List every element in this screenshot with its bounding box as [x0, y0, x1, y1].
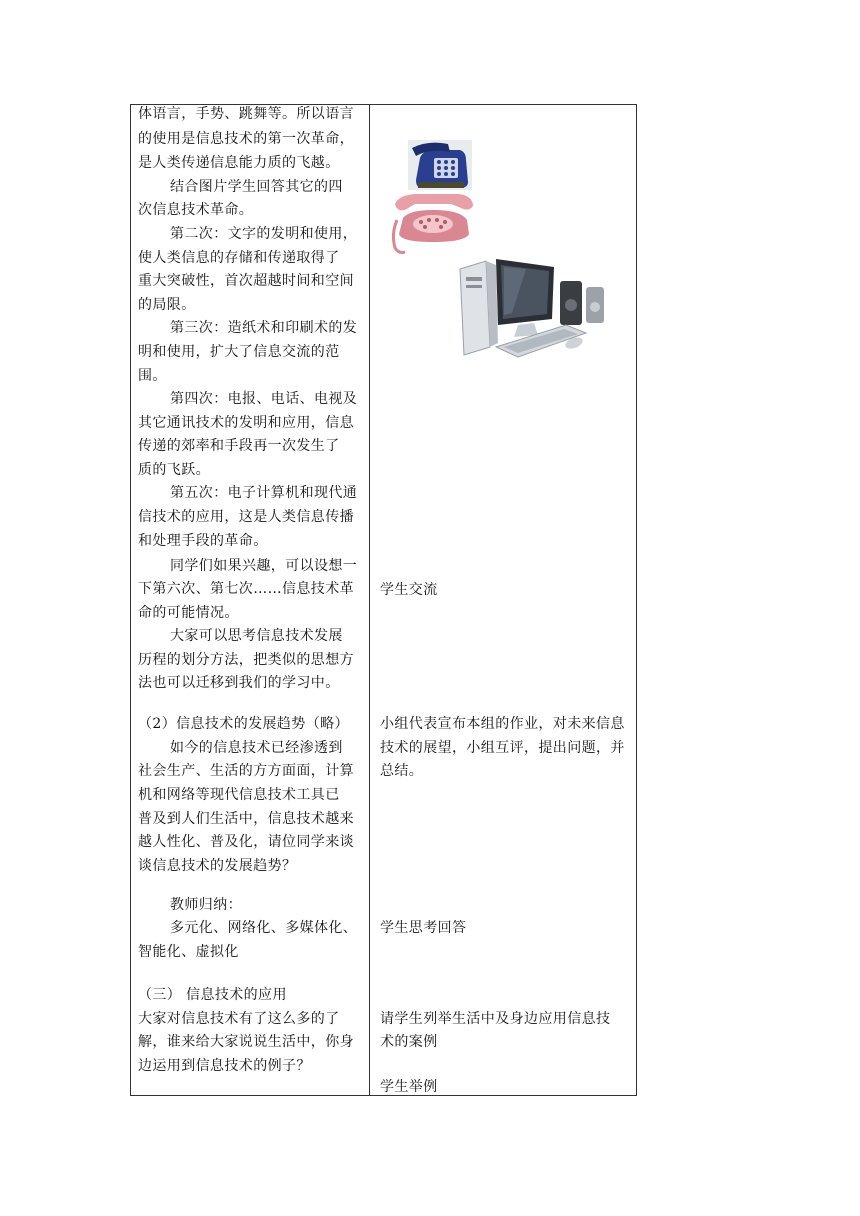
text-line: 下第六次、第七次……信息技术革	[138, 581, 354, 597]
text-line: 总结。	[380, 763, 424, 779]
text-line: 命的可能情况。	[138, 605, 239, 621]
text-line: 第五次：电子计算机和现代通	[170, 485, 358, 501]
text-line: 请学生列举生活中及身边应用信息技	[380, 1011, 611, 1027]
column-divider	[369, 105, 370, 1095]
text-line: 重大突破性，首次超越时间和空间	[138, 273, 354, 289]
text-line: 同学们如果兴趣，可以设想一	[170, 558, 358, 574]
text-line: 学生举例	[380, 1079, 438, 1095]
desktop-computer-image	[456, 255, 612, 360]
text-line: 传递的郊率和手段再一次发生了	[138, 438, 340, 454]
text-line: 小组代表宣布本组的作业，对未来信息	[380, 716, 625, 732]
text-line: 第三次：造纸术和印刷术的发	[170, 320, 358, 336]
text-line: 和处理手段的革命。	[138, 533, 268, 549]
text-line: 次信息技术革命。	[138, 202, 254, 218]
blue-telephone-image	[408, 140, 472, 194]
text-line: 第二次：文字的发明和使用，	[170, 226, 358, 242]
text-line: 历程的划分方法，把类似的思想方	[138, 652, 354, 668]
text-line: 教师归纳：	[170, 897, 242, 913]
text-line: 社会生产、生活的方方面面，计算	[138, 763, 354, 779]
text-line: 的使用是信息技术的第一次革命，	[138, 131, 354, 147]
text-line: 的局限。	[138, 297, 196, 313]
text-line: 多元化、网络化、多媒体化、	[170, 920, 358, 936]
text-line: 越人性化、普及化，请位同学来谈	[138, 834, 354, 850]
text-line: 是人类传递信息能力质的飞越。	[138, 155, 340, 171]
text-line: 解，谁来给大家说说生活中，你身	[138, 1034, 354, 1050]
text-line: 其它通讯技术的发明和应用，信息	[138, 415, 354, 431]
section-heading: （三） 信息技术的应用	[138, 987, 287, 1003]
text-line: 如今的信息技术已经渗透到	[170, 740, 343, 756]
text-line: 普及到人们生活中，信息技术越来	[138, 811, 354, 827]
text-line: 信技术的应用，这是人类信息传播	[138, 509, 354, 525]
text-line: 体语言，手势、跳舞等。所以语言	[138, 106, 354, 122]
text-line: 使人类信息的存储和传递取得了	[138, 250, 340, 266]
text-line: 技术的展望，小组互评，提出问题，并	[380, 740, 625, 756]
text-line: 大家可以思考信息技术发展	[170, 628, 343, 644]
text-line: 围。	[138, 368, 167, 384]
text-line: 术的案例	[380, 1034, 438, 1050]
text-line: 谈信息技术的发展趋势？	[138, 858, 297, 874]
text-line: 第四次：电报、电话、电视及	[170, 391, 358, 407]
text-line: 学生思考回答	[380, 920, 467, 936]
text-line: 法也可以迁移到我们的学习中。	[138, 675, 340, 691]
text-line: 质的飞跃。	[138, 462, 210, 478]
text-line: 机和网络等现代信息技术工具已	[138, 787, 340, 803]
text-line: 边运用到信息技术的例子？	[138, 1058, 311, 1074]
text-line: 结合图片学生回答其它的四	[170, 179, 343, 195]
text-line: 大家对信息技术有了这么多的了	[138, 1011, 340, 1027]
text-line: 明和使用，扩大了信息交流的范	[138, 344, 340, 360]
pink-telephone-image	[389, 190, 477, 258]
text-line: 学生交流	[380, 582, 438, 598]
text-line: 智能化、虚拟化	[138, 944, 239, 960]
section-heading: （2）信息技术的发展趋势（略）	[138, 716, 349, 732]
